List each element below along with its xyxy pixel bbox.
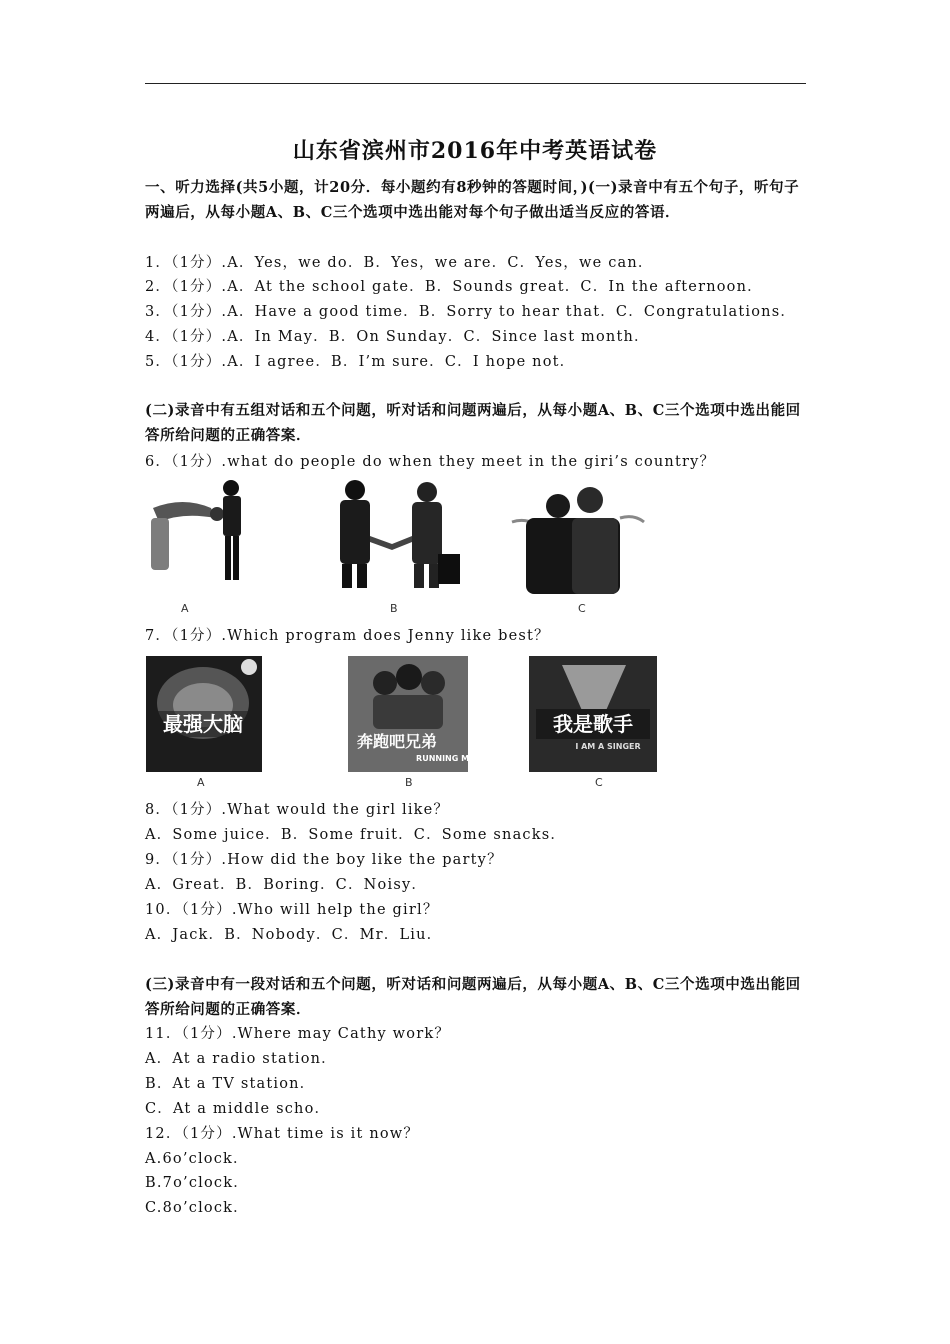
question-1: 1．（1分）.A．Yes，we do．B．Yes，we are．C．Yes，we can．	[145, 255, 654, 271]
question-2: 2．（1分）.A．At the school gate．B．Sounds great．C．In the afternoon．	[145, 279, 763, 295]
question-11: 11．（1分）.Where may Cathy work？	[145, 1026, 451, 1042]
section1-instruction: 一、听力选择(共5小题，计20分．每小题约有8秒钟的答题时间，)(一)录音中有五个句子，听句子两遍后，从每小题A、B、C三个选项中选出能对每个句子做出适当反应的答语．	[145, 179, 800, 221]
q6-label-b: B	[390, 602, 398, 615]
question-10-options: A．Jack．B．Nobody．C．Mr．Liu．	[145, 927, 443, 943]
question-4: 4．（1分）.A．In May．B．On Sunday．C．Since last month．	[145, 329, 650, 345]
q6-label-c: C	[578, 602, 586, 615]
q7-image-b	[347, 655, 482, 790]
q7-image-c	[528, 655, 660, 790]
tv-show-logo-icon	[348, 656, 482, 772]
question-9: 9．（1分）.How did the boy like the party？	[145, 852, 503, 868]
question-12-option-a: A.6o’clock．	[145, 1151, 249, 1167]
question-5: 5．（1分）.A．I agree．B．I’m sure．C．I hope not．	[145, 354, 576, 370]
hugging-people-icon	[512, 487, 644, 594]
q7-logo-c-sub: I AM A SINGER	[575, 742, 641, 751]
tv-show-logo-icon	[529, 656, 657, 772]
section3-instruction: (三)录音中有一段对话和五个问题，听对话和问题两遍后，从每小题A、B、C三个选项中选出能回答所给问题的正确答案．	[145, 976, 801, 1018]
section2-instruction: (二)录音中有五组对话和五个问题，听对话和问题两遍后，从每小题A、B、C三个选项中选出能回答所给问题的正确答案．	[145, 402, 801, 444]
q6-label-a: A	[181, 602, 189, 615]
question-7: 7．（1分）.Which program does Jenny like best？	[145, 628, 550, 644]
q7-logo-a-text: 最强大脑	[163, 712, 243, 736]
q6-image-b	[330, 478, 465, 618]
question-11-option-c: C．At a middle scho．	[145, 1101, 331, 1117]
question-8: 8．（1分）.What would the girl like？	[145, 802, 450, 818]
question-11-option-a: A．At a radio station．	[145, 1051, 337, 1067]
tv-show-logo-icon	[146, 656, 262, 772]
page-title: 山东省滨州市2016年中考英语试卷	[292, 138, 658, 164]
question-9-options: A．Great．B．Boring．C．Noisy．	[145, 877, 428, 893]
question-11-option-b: B．At a TV station．	[145, 1076, 316, 1092]
question-12: 12．（1分）.What time is it now？	[145, 1126, 420, 1142]
question-3: 3．（1分）.A．Have a good time．B．Sorry to hear that．C．Congratulations．	[145, 304, 797, 320]
q6-image-c	[510, 478, 650, 618]
q7-logo-b-text: 奔跑吧兄弟	[356, 732, 438, 751]
q6-image-a	[143, 478, 258, 618]
bowing-people-icon	[145, 480, 241, 593]
question-10: 10．（1分）.Who will help the girl？	[145, 902, 439, 918]
handshake-people-icon	[340, 480, 460, 588]
question-8-options: A．Some juice．B．Some fruit．C．Some snacks．	[145, 827, 567, 843]
q7-label-a: A	[197, 776, 205, 789]
q7-logo-c-text: 我是歌手	[553, 712, 633, 736]
question-12-option-b: B.7o’clock．	[145, 1175, 249, 1191]
question-12-option-c: C.8o’clock．	[145, 1200, 249, 1216]
question-6: 6．（1分）.what do people do when they meet in the giri’s country？	[145, 454, 716, 470]
q7-logo-b-sub: RUNNING MAN	[416, 754, 482, 763]
q7-image-a	[145, 655, 265, 790]
header-rule	[145, 83, 806, 84]
q7-label-b: B	[405, 776, 413, 789]
q7-label-c: C	[595, 776, 603, 789]
